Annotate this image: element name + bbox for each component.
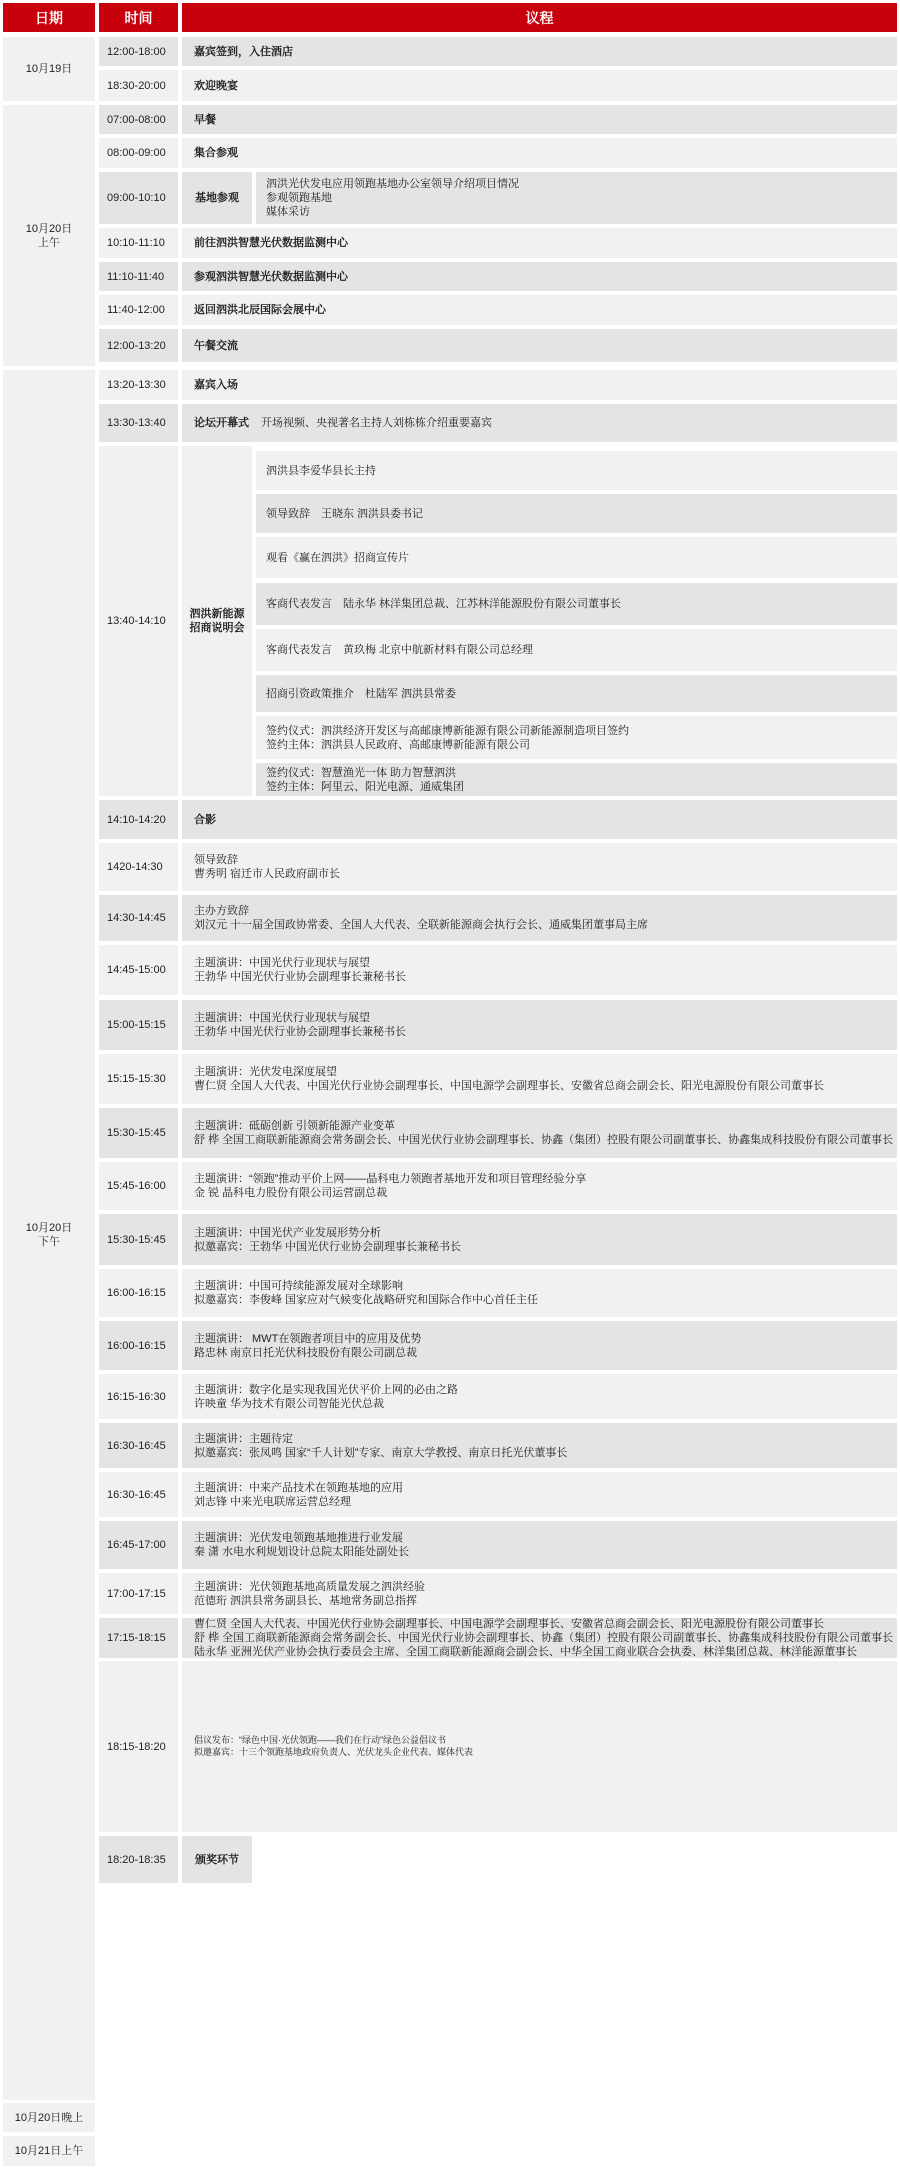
time-label: 15:30-15:45 [107, 1233, 166, 1246]
agenda-line: 主题演讲：中国光伏产业发展形势分析 [194, 1226, 381, 1239]
agenda-title: 合影 [194, 813, 216, 826]
agenda-line: 主题演讲：“领跑”推动平价上网——晶科电力领跑者基地开发和项目管理经验分享 [194, 1173, 587, 1185]
agenda-cell [182, 843, 897, 891]
agenda-cell [182, 329, 897, 362]
time-label: 11:10-11:40 [107, 270, 165, 283]
sub-item [256, 583, 897, 625]
sub-item [256, 763, 897, 796]
agenda-line: 主办方致辞 [194, 905, 249, 917]
time-label: 18:20-18:35 [107, 1853, 166, 1866]
time-cell [99, 262, 178, 291]
agenda-line: 泗洪县李爱华县长主持 [266, 464, 376, 477]
time-cell [99, 1661, 178, 1832]
time-cell [99, 1214, 178, 1265]
agenda-item [194, 416, 897, 430]
agenda-line: 主题演讲：中来产品技术在领跑基地的应用 [194, 1481, 403, 1494]
date-label: 10月19日 [25, 63, 73, 75]
agenda-cell [182, 1214, 897, 1265]
agenda-title: 集合参观 [194, 147, 238, 159]
agenda-title: 前往泗洪智慧光伏数据监测中心 [194, 237, 348, 249]
agenda-cell [182, 404, 897, 442]
time-cell [99, 1321, 178, 1370]
agenda-cell [182, 1108, 897, 1158]
time-label: 16:00-16:15 [107, 1339, 166, 1352]
time-cell [99, 1472, 178, 1517]
agenda-line: 主题演讲：光伏发电深度展望 [194, 1066, 337, 1078]
agenda-line: 领导致辞 王晓东 泗洪县委书记 [266, 507, 424, 520]
agenda-cell [182, 1269, 897, 1317]
time-label: 18:15-18:20 [107, 1740, 166, 1753]
agenda-line: 主题演讲：光伏领跑基地高质量发展之泗洪经验 [194, 1580, 425, 1593]
agenda-line: 参观领跑基地 [266, 192, 332, 204]
agenda-cell [182, 1374, 897, 1419]
agenda-line: 签约主体：泗洪县人民政府、高邮康博新能源有限公司 [266, 738, 530, 751]
agenda-title: 嘉宾入场 [194, 379, 238, 391]
agenda-line: 签约仪式：智慧渔光一体 助力智慧泗洪 [266, 766, 457, 779]
agenda-line: 倡议发布：“绿色中国·光伏领跑——我们在行动”绿色公益倡议书 [194, 1735, 446, 1746]
session-label: 泗洪新能源 招商说明会 [182, 446, 252, 796]
time-label: 16:30-16:45 [107, 1439, 166, 1452]
time-cell [99, 1000, 178, 1050]
session-label: 颁奖环节 [182, 1836, 252, 1883]
agenda-line: 曹仁贤 全国人大代表、中国光伏行业协会副理事长、中国电源学会副理事长、安徽省总商会副会长、阳光电源股份有限公司董事长 [194, 1618, 825, 1630]
agenda-line: 媒体采访 [266, 206, 310, 218]
agenda-line: 泗洪光伏发电应用领跑基地办公室领导介绍项目情况 [266, 178, 519, 190]
time-cell [99, 1836, 178, 1883]
sub-item [256, 494, 897, 533]
time-cell [99, 800, 178, 839]
time-cell [99, 70, 178, 101]
sub-item [256, 716, 897, 759]
agenda-cell [182, 1321, 897, 1370]
agenda-title: 参观泗洪智慧光伏数据监测中心 [194, 270, 348, 283]
agenda-line: 王勃华 中国光伏行业协会副理事长兼秘书长 [194, 1026, 407, 1038]
agenda-line: 舒 桦 全国工商联新能源商会常务副会长、中国光伏行业协会副理事长、协鑫（集团）控股有限公司副董事长、协鑫集成科技股份有限公司董事长 [194, 1632, 894, 1644]
time-cell [99, 105, 178, 134]
agenda-line: 金 锐 晶科电力股份有限公司运营副总裁 [194, 1187, 388, 1199]
agenda-cell [182, 228, 897, 258]
agenda-line: 客商代表发言 黄玖梅 北京中航新材料有限公司总经理 [266, 644, 534, 656]
agenda-line: 刘志锋 中来光电联席运营总经理 [194, 1495, 352, 1508]
agenda-line: 许映童 华为技术有限公司智能光伏总裁 [194, 1397, 385, 1410]
time-cell [99, 1162, 178, 1210]
time-cell [99, 1108, 178, 1158]
agenda-line: 签约主体：阿里云、阳光电源、通威集团 [266, 780, 464, 793]
time-label: 07:00-08:00 [107, 113, 166, 126]
time-label: 10:10-11:10 [107, 237, 165, 249]
agenda-line: 曹仁贤 全国人大代表、中国光伏行业协会副理事长、中国电源学会副理事长、安徽省总商会副会长、阳光电源股份有限公司董事长 [194, 1080, 825, 1092]
time-label: 14:10-14:20 [107, 813, 166, 826]
agenda-title: 论坛开幕式 [194, 417, 249, 429]
agenda-line: 主题演讲：中国光伏行业现状与展望 [194, 957, 370, 969]
agenda-cell [182, 1054, 897, 1104]
agenda-line: 领导致辞 [194, 854, 238, 866]
agenda-title: 午餐交流 [194, 339, 238, 352]
time-label: 14:45-15:00 [107, 964, 166, 976]
date-label: 10月21日上午 [14, 2145, 84, 2157]
date-label: 10月20日 [25, 1222, 73, 1234]
sub-item [256, 451, 897, 490]
agenda-text: 开场视频、央视著名主持人刘栋栋介绍重要嘉宾 [261, 417, 492, 429]
agenda-title: 早餐 [194, 113, 216, 126]
agenda-line: 曹秀明 宿迁市人民政府副市长 [194, 868, 341, 880]
agenda-line: 王勃华 中国光伏行业协会副理事长兼秘书长 [194, 971, 407, 983]
time-cell [99, 1374, 178, 1419]
agenda-cell [182, 1661, 897, 1832]
agenda-detail [256, 172, 897, 224]
sub-item [256, 537, 897, 578]
time-label: 18:30-20:00 [107, 79, 166, 92]
agenda-cell [182, 945, 897, 995]
agenda-line: 客商代表发言 陆永华 林洋集团总裁、江苏林洋能源股份有限公司董事长 [266, 598, 622, 610]
time-label: 15:30-15:45 [107, 1127, 166, 1139]
agenda-cell [182, 1521, 897, 1569]
agenda-line: 舒 桦 全国工商联新能源商会常务副会长、中国光伏行业协会副理事长、协鑫（集团）控股有限公司副董事长、协鑫集成科技股份有限公司董事长 [194, 1134, 894, 1146]
time-label: 17:15-18:15 [107, 1632, 166, 1644]
time-cell [99, 1618, 178, 1658]
time-label: 12:00-18:00 [107, 45, 166, 58]
time-cell [99, 1269, 178, 1317]
agenda-line: 签约仪式：泗洪经济开发区与高邮康博新能源有限公司新能源制造项目签约 [266, 724, 629, 737]
agenda-line: 主题演讲：主题待定 [194, 1432, 293, 1445]
time-label: 08:00-09:00 [107, 147, 166, 159]
agenda-line: 招商引资政策推介 杜陆军 泗洪县常委 [266, 687, 457, 700]
time-cell [99, 329, 178, 362]
agenda-title: 欢迎晚宴 [194, 79, 238, 92]
agenda-cell [182, 138, 897, 168]
date-oct-20-morning [3, 105, 95, 366]
agenda-line: 路忠林 南京日托光伏科技股份有限公司副总裁 [194, 1346, 418, 1359]
agenda-line: 范德珩 泗洪县常务副县长、基地常务副总指挥 [194, 1594, 418, 1607]
time-label: 1420-14:30 [107, 861, 163, 873]
time-cell [99, 446, 178, 796]
agenda-line: 拟邀嘉宾：李俊峰 国家应对气候变化战略研究和国际合作中心首任主任 [194, 1294, 539, 1306]
time-cell [99, 37, 178, 66]
time-cell [99, 404, 178, 442]
time-label: 13:40-14:10 [107, 615, 166, 627]
time-cell [99, 138, 178, 168]
agenda-cell [182, 1162, 897, 1210]
header-date: 日期 [3, 3, 95, 32]
sub-item [256, 675, 897, 712]
agenda-cell [182, 1423, 897, 1468]
agenda-cell [182, 370, 897, 400]
date-part-label: 上午 [37, 236, 60, 249]
agenda-line: 主题演讲： MWT在领跑者项目中的应用及优势 [194, 1332, 422, 1345]
time-cell [99, 945, 178, 995]
agenda-line: 主题演讲：数字化是实现我国光伏平价上网的必由之路 [194, 1383, 458, 1396]
date-oct-20-evening [3, 2103, 95, 2132]
agenda-line: 陆永华 亚洲光伏产业协会执行委员会主席、全国工商联新能源商会副会长、中华全国工商业联合会执委、林洋集团总裁、林洋能源董事长 [194, 1646, 858, 1658]
agenda-cell [182, 262, 897, 291]
time-cell [99, 1423, 178, 1468]
time-label: 16:45-17:00 [107, 1539, 166, 1551]
time-cell [99, 295, 178, 325]
time-label: 15:15-15:30 [107, 1073, 166, 1085]
time-label: 16:15-16:30 [107, 1390, 166, 1403]
agenda-title: 返回泗洪北辰国际会展中心 [194, 304, 326, 316]
time-cell [99, 843, 178, 891]
date-oct-21-morning [3, 2136, 95, 2166]
agenda-cell [182, 295, 897, 325]
agenda-line: 主题演讲：中国可持续能源发展对全球影响 [194, 1280, 403, 1292]
agenda-cell [182, 70, 897, 101]
agenda-line: 主题演讲：中国光伏行业现状与展望 [194, 1012, 370, 1024]
agenda-cell [182, 1000, 897, 1050]
time-cell [99, 370, 178, 400]
date-part-label: 下午 [37, 1236, 60, 1248]
agenda-line: 主题演讲：砥砺创新 引领新能源产业变革 [194, 1120, 396, 1132]
time-label: 13:20-13:30 [107, 379, 166, 391]
agenda-line: 主题演讲：光伏发电领跑基地推进行业发展 [194, 1532, 403, 1544]
agenda-line: 观看《赢在泗洪》招商宣传片 [266, 551, 409, 564]
agenda-line: 秦 潇 水电水利规划设计总院太阳能处副处长 [194, 1546, 410, 1558]
agenda-cell [182, 1618, 897, 1658]
date-oct-20-afternoon [3, 370, 95, 2100]
date-oct-19 [3, 37, 95, 101]
time-label: 17:00-17:15 [107, 1587, 166, 1600]
time-label: 09:00-10:10 [107, 192, 166, 204]
time-cell [99, 228, 178, 258]
time-cell [99, 1573, 178, 1614]
session-label: 基地参观 [182, 172, 252, 224]
sub-item [256, 629, 897, 671]
time-label: 14:30-14:45 [107, 912, 166, 924]
agenda-cell [182, 895, 897, 941]
time-label: 16:00-16:15 [107, 1287, 166, 1299]
time-label: 16:30-16:45 [107, 1488, 166, 1501]
agenda-cell [182, 1573, 897, 1614]
time-label: 15:45-16:00 [107, 1180, 166, 1192]
time-cell [99, 1054, 178, 1104]
date-label: 10月20日 [25, 222, 73, 235]
time-label: 12:00-13:20 [107, 339, 166, 352]
agenda-title: 嘉宾签到，入住酒店 [194, 45, 293, 58]
date-label: 10月20日晚上 [14, 2111, 84, 2124]
header-agenda: 议程 [182, 3, 897, 32]
time-label: 13:30-13:40 [107, 417, 166, 429]
time-cell [99, 172, 178, 224]
agenda-cell [182, 37, 897, 66]
agenda-line: 拟邀嘉宾：王勃华 中国光伏行业协会副理事长兼秘书长 [194, 1240, 462, 1253]
time-cell [99, 895, 178, 941]
agenda-line: 拟邀嘉宾：张凤鸣 国家“千人计划”专家、南京大学教授、南京日托光伏董事长 [194, 1446, 568, 1459]
header-time: 时间 [99, 3, 178, 32]
time-cell [99, 1521, 178, 1569]
time-label: 11:40-12:00 [107, 304, 165, 316]
agenda-cell [182, 800, 897, 839]
agenda-cell [182, 105, 897, 134]
agenda-cell [182, 1472, 897, 1517]
agenda-line: 刘汉元 十一届全国政协常委、全国人大代表、全联新能源商会执行会长、通威集团董事局主席 [194, 919, 649, 931]
time-label: 15:00-15:15 [107, 1019, 166, 1031]
agenda-line: 拟邀嘉宾：十三个领跑基地政府负责人、光伏龙头企业代表、媒体代表 [194, 1746, 474, 1757]
